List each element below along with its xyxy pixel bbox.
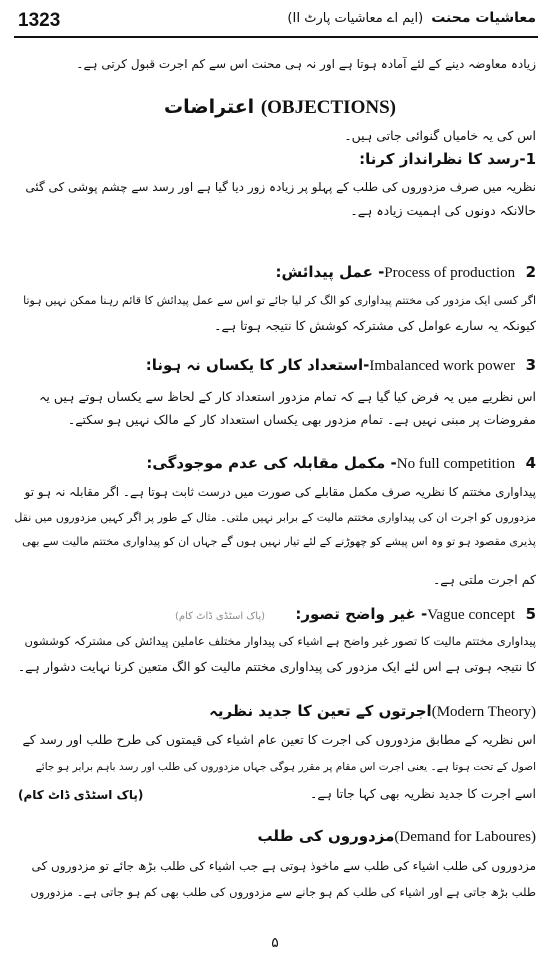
objection-2-heading <box>276 264 536 281</box>
page-header <box>14 6 538 36</box>
modern-theory-line-3: اسے اجرت کا جدید نظریہ بھی کہا جاتا ہے۔ <box>310 786 536 801</box>
objection-1-heading: 1-رسد کا نظرانداز کرنا: <box>359 150 536 168</box>
objection-4-line-1: پیداواری مختتم کا نظریہ صرف مکمل مقابلے کی صورت میں درست ثابت ہوتا ہے۔ اگر مقابلہ نہ ہو تو <box>24 485 536 499</box>
objection-5-heading <box>295 606 536 623</box>
demand-english: (Demand for Laboures) <box>394 829 536 845</box>
running-subtitle: (ایم اے معاشیات پارٹ II) <box>287 11 424 26</box>
modern-theory-line-2: اصول کے تحت ہوتا ہے۔ یعنی اجرت اس مقام پر مقرر ہوگی جہاں مزدوروں کی طلب اور رسد باہم برابر ہو جائے <box>35 761 536 773</box>
objection-3-line-2: مفروضات پر مبنی نہیں ہے۔ تمام مزدور بھی یکساں استعداد کار کے مالک نہیں ہو سکتے۔ <box>67 412 536 427</box>
running-header <box>287 10 536 26</box>
modern-theory-urdu: اجرتوں کے تعین کا جدید نظریہ <box>209 702 432 720</box>
objection-3-urdu: 3-استعداد کار کا یکساں نہ ہونا: <box>145 356 536 374</box>
objection-4-line-2: مزدوروں کو اجرت ان کی پیداواری مختتم مالیت کے برابر نہیں ملتی۔ مثال کے طور پر اگر کہیں مزدوروں میں نقل <box>14 511 536 524</box>
objection-5-urdu: 5- غیر واضح تصور: <box>295 605 536 623</box>
objection-4-english: No full competition <box>396 456 516 472</box>
objection-4-heading <box>146 455 536 472</box>
objection-4-line-3: پذیری مقصود ہو تو وہ اس پیشے کو چھوڑنے کے لئے تیار نہیں ہوں گے جہاں ان کو پیداواری مختتم مالیت سے بھی <box>22 535 536 548</box>
header-rule <box>14 36 538 38</box>
modern-theory-line-1: اس نظریہ کے مطابق مزدوروں کی اجرت کا تعین عام اشیاء کی قیمتوں کی طرح طلب اور رسد کے <box>22 732 536 747</box>
title-english: (OBJECTIONS) <box>260 97 396 118</box>
objection-4-line-4: کم اجرت ملتی ہے۔ <box>432 572 536 587</box>
title-urdu: اعتراضات <box>164 96 255 118</box>
demand-line-1: مزدوروں کی طلب اشیاء کی طلب سے ماخوذ ہوتی ہے جب اشیاء کی طلب بڑھ جائے تو مزدوروں کی <box>31 859 536 873</box>
objection-2-line-2: کیونکہ یہ سارے عوامل کی مشترکہ کوشش کا نتیجہ ہوتا ہے۔ <box>214 318 536 333</box>
demand-urdu: مزدوروں کی طلب <box>257 827 395 845</box>
page-number: 1323 <box>18 10 61 31</box>
objection-1-line-2: حالانکہ دونوں کی اہمیت زیادہ ہے۔ <box>350 203 536 218</box>
objection-3-line-1: اس نظریے میں یہ فرض کیا گیا ہے کہ تمام مزدور استعداد کار کے لحاظ سے یکساں ہوتے ہیں یہ <box>39 389 536 404</box>
intro-line: زیادہ معاوضہ دینے کے لئے آمادہ ہوتا ہے اور نہ ہی محنت اس سے کم اجرت قبول کرتی ہے۔ <box>76 57 536 71</box>
running-title: معاشیات محنت <box>431 10 536 26</box>
objection-1-line-1: نظریہ میں صرف مزدوروں کی طلب کے پہلو پر زیادہ زور دیا گیا ہے اور رسد سے چشم پوشی کی گئی <box>25 180 536 194</box>
lead-line: اس کی یہ خامیاں گنوائی جاتی ہیں۔ <box>344 128 536 143</box>
objection-2-line-1: اگر کسی ایک مزدور کی مختتم پیداواری کو الگ کر لیا جائے تو اس سے عمل پیدائش کا قائم رہنا ممکن نہیں ہوتا <box>23 294 536 307</box>
objection-5-line-2: کا نتیجہ ہوتی ہے اس لئے ایک مزدور کی پیداواری مختتم مالیت کو الگ متعین کرنا نہایت دشوار ہے۔ <box>17 659 536 674</box>
objection-3-english: Imbalanced work power <box>369 358 516 374</box>
objection-5-line-1: پیداواری مختتم مالیت کا تصور غیر واضح ہے اشیاء کی پیداوار مختلف عاملین پیدائش کی مشترکہ کوششوں <box>24 634 536 648</box>
demand-line-2: طلب بڑھ جاتی ہے اور اشیاء کی طلب کم ہو جانے سے مزدوروں کی طلب بھی کم ہو جاتی ہے۔ مزدوروں <box>30 885 536 899</box>
source-mark: (پاک اسٹڈی ڈاٹ کام) <box>18 788 144 802</box>
objection-5-english: Vague concept <box>427 607 516 623</box>
objection-4-urdu: 4- مکمل مقابلہ کی عدم موجودگی: <box>146 454 536 472</box>
modern-theory-heading <box>209 703 536 720</box>
footer-mark: ۵ <box>271 935 279 951</box>
objection-2-urdu: 2- عمل پیدائش: <box>275 263 536 281</box>
modern-theory-english: (Modern Theory) <box>431 704 536 720</box>
faded-watermark: (پاک اسٹڈی ڈاٹ کام) <box>175 611 266 622</box>
section-title <box>0 96 550 119</box>
demand-heading <box>258 828 537 845</box>
objection-3-heading <box>146 357 536 374</box>
objection-2-english: Process of production <box>384 265 516 281</box>
